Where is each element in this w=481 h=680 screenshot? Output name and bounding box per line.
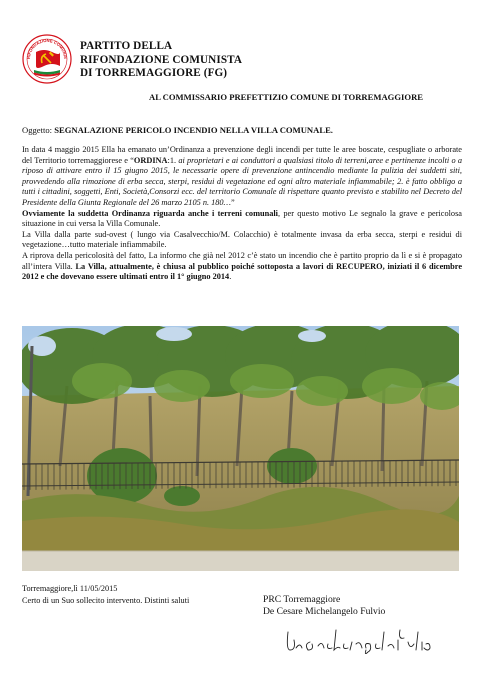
- party-name: [80, 40, 242, 81]
- p1-intro: In data 4 maggio 2015 Ella ha emanato un’Ordinanza a prevenzione degli incendi per tutte le aree boscate, cespugliate o arborate del Territorio torremaggiorese e “: [22, 145, 462, 165]
- letter-body: [22, 145, 462, 283]
- subject-text: SEGNALAZIONE PERICOLO INCENDIO NELLA VILLA COMUNALE.: [54, 125, 333, 135]
- signatory-org: PRC Torremaggiore: [263, 594, 341, 605]
- p1-ordina: ORDINA: [133, 155, 168, 165]
- footer-signatory: [263, 594, 385, 618]
- p2-bold: Ovviamente la suddetta Ordinanza riguarda anche i terreni comunali: [22, 208, 278, 218]
- handwritten-signature: [280, 620, 438, 658]
- party-name-line3: DI TORREMAGGIORE (FG): [80, 67, 228, 79]
- signatory-name: De Cesare Michelangelo Fulvio: [263, 606, 386, 617]
- villa-photo: [22, 326, 459, 571]
- p4-bold: La Villa, attualmente, è chiusa al pubblico poiché sottoposta a lavori di RECUPERO, iniziati il 6 dicembre 2012 e che dovevano essere ultimati entro il 1° giugno 2014: [22, 261, 463, 282]
- logo-arc-text: RIFONDAZIONE COMUNIS: [25, 37, 69, 60]
- paragraph-4: [22, 251, 462, 283]
- paragraph-3: La Villa dalla parte sud-ovest ( lungo via Casalvecchio/M. Colacchio) è totalmente invasa da erba secca, sterpi e residui di vegetazione…tutto materiale infiammabile.: [22, 229, 462, 250]
- party-name-line1: PARTITO DELLA: [80, 40, 173, 52]
- party-name-line2: RIFONDAZIONE COMUNISTA: [80, 53, 243, 66]
- p1-num: :1.: [167, 155, 179, 165]
- p4-end: .: [229, 272, 232, 282]
- closing-line: Certo di un Suo sollecito intervento. Distinti saluti: [22, 595, 190, 605]
- p2-rest: , per questo motivo Le segnalo la grave e pericolosa situazione in cui versa la Villa Comunale.: [22, 208, 462, 229]
- p1-ordinance-text: ai proprietari e ai conduttori a qualsiasi titolo di terreni,aree e pertinenze incolti o a riposo di attivare entro il 15 giugno 2015, le necessarie opere di prevenzione antincendio mediante la pulizia dei suddetti siti, provvedendo alla rimozione di erba secca, sterpi, residui di vegetazione ed ogni altro materiale infiammabile; 2. è fatto obbligo a tutti i cittadini, soggetti, Enti, Società,Consorzi ecc. del territorio Comunale di rispettare quanto previsto e stabilito nel Decreto del Presidente della Giunta Regionale del 26 marzo 2105 n. 180…: [22, 155, 462, 207]
- footer-left: [22, 583, 189, 606]
- p1-end: ”: [230, 197, 235, 207]
- place-date: Torremaggiore,lì 11/05/2015: [22, 584, 118, 593]
- recipient: AL COMMISSARIO PREFETTIZIO COMUNE DI TORREMAGGIORE: [149, 92, 424, 102]
- p4-intro: A riprova della pericolosità del fatto, La informo che già nel 2012 c’è stato un incendio che è partito proprio da lì e si è propagato all’intera Villa.: [22, 250, 462, 271]
- paragraph-2: [22, 209, 462, 230]
- party-logo: [22, 34, 72, 84]
- paragraph-1: [22, 145, 462, 209]
- subject-label: Oggetto:: [22, 125, 53, 135]
- subject-line: [22, 125, 333, 135]
